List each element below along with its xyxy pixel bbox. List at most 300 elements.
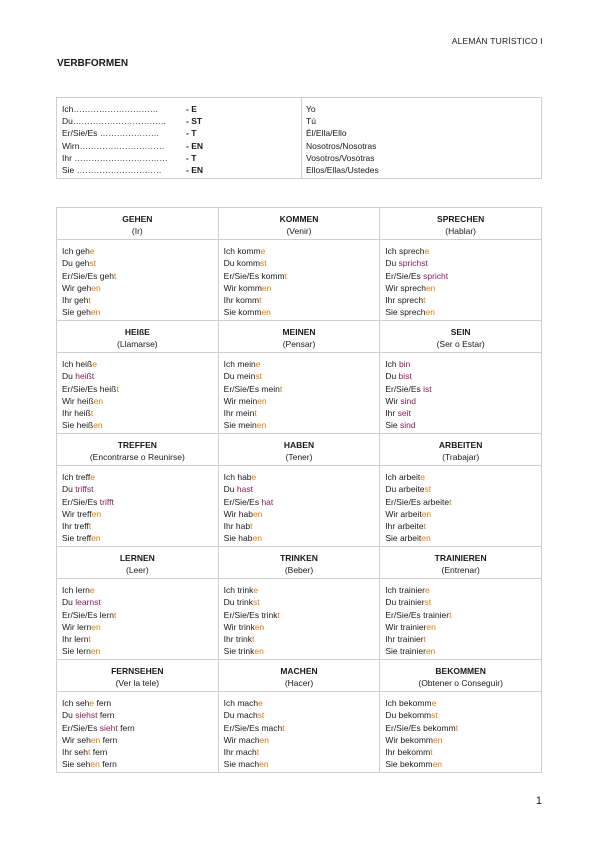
conjugation-line [385,306,541,318]
conjugation-stem: Er/Sie/Es bekomm [385,722,456,733]
verb-conjugation-cell [218,579,380,660]
verb-header-cell [57,547,219,579]
regular-ending: en [257,395,267,406]
regular-ending: en [91,621,101,632]
ending-suffix: - E [186,104,197,114]
conjugation-line [385,395,541,407]
verb-translation: (Entrenar) [441,565,480,575]
regular-ending: en [90,734,101,745]
irregular-form: trifft [99,496,114,507]
irregular-form: bin [399,359,411,369]
verb-name: BEKOMMEN [435,666,486,676]
conjugation-line [62,532,218,544]
ending-suffix: - T [186,152,197,163]
regular-ending: st [89,258,97,269]
regular-ending: en [90,759,100,770]
verb-conjugation-cell [380,579,542,660]
regular-ending: en [93,395,104,406]
conjugation-line [62,245,218,257]
conjugation-stem: Du bekomm [385,710,432,721]
regular-ending: t [256,747,260,758]
conjugation-line [385,407,541,419]
conjugation-stem: Wir geh [62,282,92,293]
conjugation-stem: Wir komm [223,282,262,293]
regular-ending: t [254,408,257,419]
conjugation-stem: Du [385,371,399,382]
conjugation-line [385,471,541,483]
regular-ending: en [425,307,435,318]
regular-ending: t [88,295,91,306]
conjugation-line [385,697,541,709]
verb-conjugation-cell [57,240,219,321]
ending-spanish: Él/Ella/Ello [306,128,347,139]
regular-ending: en [425,282,436,293]
conjugation-line [62,734,218,746]
conjugation-stem: Sie komm [223,307,262,318]
verb-header-cell [380,208,542,240]
verb-header-cell [218,321,380,353]
conjugation-stem: Er/Sie/Es komm [223,270,285,281]
ending-spanish: Tú [306,116,316,127]
regular-ending: t [88,747,91,758]
verb-translation: (Tener) [285,452,313,462]
verb-header-cell [218,660,380,692]
ending-spanish: Yo [306,104,316,114]
regular-ending: t [430,747,433,758]
regular-ending: t [88,634,91,645]
conjugation-line [62,483,218,495]
conjugation-line [224,621,380,633]
conjugation-stem: Er/Sie/Es geh [62,270,114,281]
verb-conjugation-cell [380,353,542,434]
regular-ending: t [423,634,426,645]
regular-ending: en [91,508,102,519]
regular-ending: t [88,521,92,532]
conjugation-stem: Er/Sie/Es [385,383,424,394]
conjugation-stem: Ihr lern [62,634,89,645]
verb-name: HEIßE [124,327,150,337]
conjugation-stem: Ich mein [223,359,256,369]
irregular-form: heißt [75,371,95,382]
conjugation-line [62,609,218,621]
endings-german-column [57,98,302,178]
regular-ending: t [113,609,117,620]
conjugation-line [62,596,218,608]
regular-ending: en [252,508,263,519]
conjugation-line [385,633,541,645]
conjugation-line [385,370,541,382]
conjugation-line [385,584,541,596]
conjugation-line [224,306,380,318]
regular-ending: t [259,295,262,306]
conjugation-stem: Du [62,710,76,721]
conjugation-stem: Er/Sie/Es mach [223,722,283,733]
conjugation-stem: Du mein [223,371,256,382]
regular-ending: en [432,759,443,770]
conjugation-stem: Sie trainier [385,646,426,657]
conjugation-stem: Wir bekomm [385,734,434,745]
conjugation-line [385,245,541,257]
conjugation-line [224,758,380,770]
conjugation-line [385,419,541,431]
conjugation-stem: Sie arbeit [385,533,422,544]
regular-ending: t [113,270,117,281]
conjugation-line [385,257,541,269]
conjugation-line [385,508,541,520]
conjugation-line [224,508,380,520]
verb-name: MACHEN [280,666,318,676]
verb-conjugation-row [57,466,542,547]
conjugation-stem: Du geh [62,258,90,269]
conjugation-stem: Er/Sie/Es [62,722,100,733]
verb-translation: (Encontrarse o Reunirse) [89,452,185,462]
conjugation-stem: Er/Sie/Es heiß [62,383,117,394]
regular-ending: t [449,496,452,507]
ending-pronoun: Er/Sie/Es ………………… [62,128,160,139]
ending-row [62,140,301,152]
conjugation-stem: fern [90,747,108,758]
ending-row [62,152,301,164]
regular-ending: e [424,246,430,256]
regular-ending: st [424,597,432,608]
verb-header-cell [218,208,380,240]
conjugation-line [224,709,380,721]
conjugation-stem: Ich treff [62,472,91,482]
regular-ending: e [89,246,95,256]
regular-ending: st [424,484,432,495]
verb-name: KOMMEN [279,214,319,224]
irregular-form: sieht [99,722,118,733]
conjugation-stem: Sie sprech [385,307,426,318]
conjugation-stem: fern [97,710,115,721]
regular-ending: e [260,246,266,256]
verb-header-cell [380,321,542,353]
verb-translation: (Llamarse) [117,339,158,349]
verb-translation: (Ver la tele) [115,678,160,688]
conjugation-line [224,697,380,709]
verb-name: GEHEN [122,214,153,224]
verb-translation: (Hablar) [445,226,476,236]
regular-ending: en [421,508,432,519]
endings-spanish-column [302,98,379,178]
conjugation-stem: Wir mein [223,395,258,406]
conjugation-stem: Ihr trink [223,634,252,645]
endings-table [56,97,542,179]
irregular-form: siehst [75,710,98,721]
conjugation-stem: Sie lern [62,646,91,657]
conjugation-stem: fern [99,759,117,770]
conjugation-stem: Ihr sprech [385,295,424,306]
conjugation-line [224,471,380,483]
ending-pronoun: Du…………………………… [62,116,167,127]
conjugation-stem: Du [62,484,76,495]
verb-header-cell [380,660,542,692]
conjugation-line [62,746,218,758]
conjugation-stem: Wir trink [223,621,255,632]
conjugation-stem: Er/Sie/Es trainier [385,609,450,620]
conjugation-line [62,282,218,294]
conjugation-line [62,621,218,633]
conjugation-line [224,532,380,544]
conjugation-stem: Ihr seh [62,747,88,758]
conjugation-line [385,294,541,306]
regular-ending: en [425,646,436,657]
conjugation-line [62,508,218,520]
conjugation-line [224,245,380,257]
conjugation-line [224,358,380,370]
verb-header-cell [380,434,542,466]
verb-header-row [57,434,542,466]
conjugation-stem: Ihr bekomm [385,747,431,758]
ending-suffix: - EN [186,164,203,175]
regular-ending: st [252,597,260,608]
conjugation-stem: Sie trink [223,646,255,657]
ending-suffix: - EN [186,140,203,151]
irregular-form: spricht [423,270,449,281]
conjugation-line [385,383,541,395]
verb-conjugation-cell [380,692,542,773]
conjugation-stem: Sie bekomm [385,759,433,770]
conjugation-stem: fern [100,734,118,745]
regular-ending: t [282,722,285,733]
verb-name: ARBEITEN [438,440,483,450]
regular-ending: en [90,307,101,318]
verb-name: TRINKEN [280,553,318,563]
conjugation-line [62,697,218,709]
conjugation-line [224,520,380,532]
conjugation-stem: Er/Sie/Es arbeite [385,496,450,507]
regular-ending: en [252,533,262,544]
conjugation-stem: Ihr mein [223,408,255,419]
regular-ending: en [256,420,267,431]
regular-ending: e [89,698,95,708]
ending-row [62,164,301,176]
verb-conjugation-cell [218,353,380,434]
conjugation-line [224,734,380,746]
conjugation-line [62,471,218,483]
ending-spanish: Ellos/Ellas/Ustedes [306,164,379,175]
conjugation-line [62,358,218,370]
regular-ending: en [254,646,264,657]
regular-ending: e [89,585,95,595]
conjugation-stem: Wir heiß [62,395,94,406]
verb-header-cell [218,547,380,579]
conjugation-stem: Ihr treff [62,521,89,532]
verb-header-row [57,660,542,692]
conjugation-line [385,520,541,532]
conjugation-line [62,395,218,407]
irregular-form: sind [399,420,416,431]
page-number: 1 [535,795,542,807]
verb-translation: (Leer) [125,565,149,575]
verb-conjugation-cell [57,466,219,547]
conjugation-stem: Ihr hab [223,521,251,532]
ending-spanish: Vosotros/Vosotras [306,152,375,163]
regular-ending: e [431,698,437,708]
conjugation-stem: Ich trink [223,585,254,595]
conjugation-stem: fern [117,722,135,733]
regular-ending: st [257,710,265,721]
verb-header-row [57,321,542,353]
verb-header-cell [57,434,219,466]
regular-ending: en [93,420,103,431]
regular-ending: en [91,533,101,544]
conjugation-line [385,282,541,294]
regular-ending: en [259,734,270,745]
regular-ending: t [279,383,283,394]
conjugation-line [62,370,218,382]
irregular-form: triffst [75,484,94,495]
conjugation-line [62,633,218,645]
conjugation-line [224,722,380,734]
regular-ending: en [254,621,265,632]
verb-conjugation-row [57,240,542,321]
conjugation-stem: Ich bekomm [385,698,432,708]
regular-ending: st [431,710,438,721]
conjugation-stem: Sie mach [223,759,260,770]
conjugation-line [224,370,380,382]
conjugation-stem: Sie mein [223,420,257,431]
conjugation-stem: Wir arbeit [385,508,422,519]
conjugation-line [224,395,380,407]
regular-ending: t [423,295,426,306]
verb-conjugation-cell [380,240,542,321]
page-title: VERBFORMEN [57,58,129,69]
regular-ending: e [420,472,426,482]
regular-ending: e [258,698,263,708]
conjugation-line [62,419,218,431]
conjugation-line [385,746,541,758]
conjugation-stem: Du trink [223,597,253,608]
regular-ending: e [251,472,257,482]
conjugation-line [62,645,218,657]
ending-pronoun: Ihr …………………………… [62,152,168,163]
conjugation-line [62,407,218,419]
verb-header-row [57,208,542,240]
conjugation-stem: Du trainier [385,597,425,608]
verb-conjugation-cell [380,466,542,547]
conjugation-line [224,633,380,645]
conjugation-stem: Er/Sie/Es [223,496,262,507]
conjugation-line [224,407,380,419]
ending-pronoun: Wirn………………………… [62,140,165,151]
conjugation-stem: Ich hab [223,472,252,482]
conjugation-stem: Ich trainier [385,585,425,595]
conjugation-line [385,532,541,544]
conjugation-line [224,282,380,294]
conjugation-stem: Ich mach [223,698,259,708]
conjugation-stem: Du arbeite [385,484,425,495]
conjugation-line [385,483,541,495]
verb-name: TRAINIEREN [434,553,487,563]
verb-translation: (Ir) [131,226,143,236]
conjugation-stem: Ich lern [62,585,90,595]
verb-name: FERNSEHEN [111,666,164,676]
conjugation-stem: Ich komm [223,246,261,256]
conjugation-line [385,621,541,633]
ending-row [62,115,301,127]
conjugation-stem: Ihr komm [223,295,260,306]
verb-name: SPRECHEN [437,214,485,224]
irregular-form: bist [398,371,412,382]
conjugation-stem: Ihr heiß [62,408,91,419]
conjugation-line [224,294,380,306]
verb-conjugation-cell [218,692,380,773]
regular-ending: en [91,282,101,293]
conjugation-stem: Ich heiß [62,359,93,369]
conjugation-line [224,645,380,657]
conjugation-stem: Er/Sie/Es mein [223,383,280,394]
ending-pronoun: Sie ………………………… [62,164,162,175]
conjugation-line [385,758,541,770]
conjugation-stem: Ihr [385,408,398,419]
conjugation-stem: Ich sprech [385,246,425,256]
conjugation-stem: Wir sprech [385,282,426,293]
irregular-form: hat [261,496,274,507]
verb-translation: (Venir) [286,226,312,236]
regular-ending: st [260,258,267,269]
ending-pronoun: Ich………………………… [62,104,159,114]
conjugation-stem: Ich geh [62,246,90,256]
conjugation-stem: Sie geh [62,307,91,318]
regular-ending: en [259,759,269,770]
conjugation-stem: Er/Sie/Es [62,496,100,507]
conjugation-line [224,383,380,395]
conjugation-line [385,722,541,734]
regular-ending: e [425,585,430,595]
conjugation-line [385,645,541,657]
verb-header-cell [57,321,219,353]
verb-header-cell [380,547,542,579]
conjugation-stem: Du [385,258,399,269]
conjugation-stem: Sie hab [223,533,253,544]
conjugation-stem: Wir mach [223,734,260,745]
regular-ending: e [92,359,97,369]
conjugation-stem: Wir trainier [385,621,427,632]
conjugation-line [224,609,380,621]
verb-translation: (Obtener o Conseguir) [418,678,503,688]
document-header: ALEMÁN TURÍSTICO I [451,36,543,46]
conjugation-line [62,306,218,318]
conjugation-line [224,596,380,608]
irregular-form: hast [236,484,253,495]
verb-conjugation-cell [218,240,380,321]
verb-header-cell [218,434,380,466]
conjugation-stem: Wir lern [62,621,92,632]
conjugation-line [62,270,218,282]
regular-ending: en [426,621,436,632]
verb-conjugation-row [57,692,542,773]
conjugation-stem: Sie seh [62,759,91,770]
ending-spanish: Nosotros/Nosotras [306,140,377,151]
conjugation-stem: Ich arbeit [385,472,421,482]
conjugation-stem: Du mach [223,710,258,721]
conjugation-line [385,734,541,746]
conjugation-stem: Wir [385,395,401,406]
conjugation-stem: Sie [385,420,400,431]
verb-conjugation-table [56,207,542,773]
conjugation-stem: Sie heiß [62,420,94,431]
ending-suffix: - T [186,128,197,139]
regular-ending: en [261,307,271,318]
conjugation-line [385,609,541,621]
conjugation-stem: Ihr mach [223,747,257,758]
verb-conjugation-cell [57,353,219,434]
verb-translation: (Hacer) [284,678,314,688]
verb-name: MEINEN [282,327,316,337]
conjugation-line [385,358,541,370]
conjugation-line [62,383,218,395]
